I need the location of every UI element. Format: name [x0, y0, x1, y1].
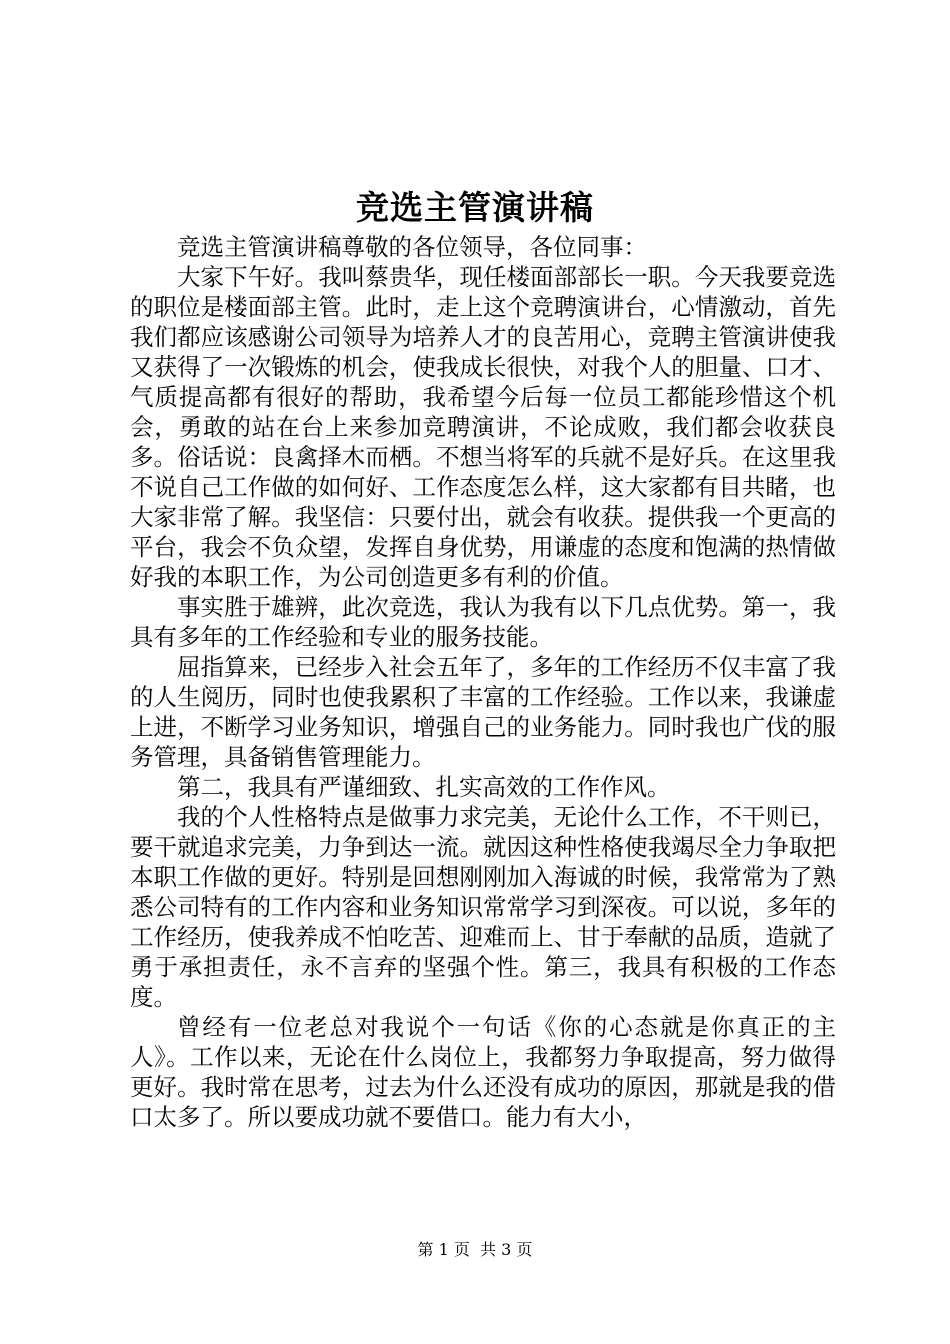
- document-title: 竞选主管演讲稿: [356, 188, 594, 227]
- paragraph-advantage-two: 第二，我具有严谨细致、扎实高效的工作作风。: [177, 773, 671, 801]
- paragraph-advantage-one: 事实胜于雄辨，此次竞选，我认为我有以下几点优势。第一，我具有多年的工作经验和专业的服务技能。: [130, 593, 836, 651]
- paragraph-salutation: 竞选主管演讲稿尊敬的各位领导，各位同事：: [177, 233, 647, 261]
- paragraph-introduction: 大家下午好。我叫蔡贵华，现任楼面部部长一职。今天我要竞选的职位是楼面部主管。此时，走上这个竞聘演讲台，心情激动，首先我们都应该感谢公司领导为培养人才的良苦用心，竞聘主管演讲使我又获得了一次锻炼的机会，使我成长很快，对我个人的胆量、口才、气质提高都有很好的帮助，我希望今后每一位员工都能珍惜这个机会，勇敢的站在台上来参加竞聘演讲，不论成败，我们都会收获良多。俗话说：良禽择木而栖。不想当将军的兵就不是好兵。在这里我不说自己工作做的如何好、工作态度怎么样，这大家都有目共睹，也大家非常了解。我坚信：只要付出，就会有收获。提供我一个更高的平台，我会不负众望，发挥自身优势，用谦虚的态度和饱满的热情做好我的本职工作，为公司创造更多有利的价值。: [130, 263, 836, 591]
- paragraph-experience: 屈指算来，已经步入社会五年了，多年的工作经历不仅丰富了我的人生阅历，同时也使我累积了丰富的工作经验。工作以来，我谦虚上进，不断学习业务知识，增强自己的业务能力。同时我也广伐的服务管理，具备销售管理能力。: [130, 653, 836, 771]
- page-number-label: 第 1 页 共 3 页: [417, 1240, 533, 1259]
- paragraph-attitude: 曾经有一位老总对我说个一句话《你的心态就是你真正的主人》。工作以来，无论在什么岗位上，我都努力争取提高，努力做得更好。我时常在思考，过去为什么还没有成功的原因，那就是我的借口太多了。所以要成功就不要借口。能力有大小，: [130, 1013, 836, 1131]
- page-footer: [0, 1238, 950, 1262]
- paragraph-personality: 我的个人性格特点是做事力求完美，无论什么工作，不干则已，要干就追求完美，力争到达一流。就因这种性格使我竭尽全力争取把本职工作做的更好。特别是回想刚刚加入海诚的时候，我常常为了熟悉公司特有的工作内容和业务知识常常学习到深夜。可以说，多年的工作经历，使我养成不怕吃苦、迎难而上、甘于奉献的品质，造就了勇于承担责任，永不言弃的坚强个性。第三，我具有积极的工作态度。: [130, 803, 836, 1011]
- document-body: [130, 232, 836, 1132]
